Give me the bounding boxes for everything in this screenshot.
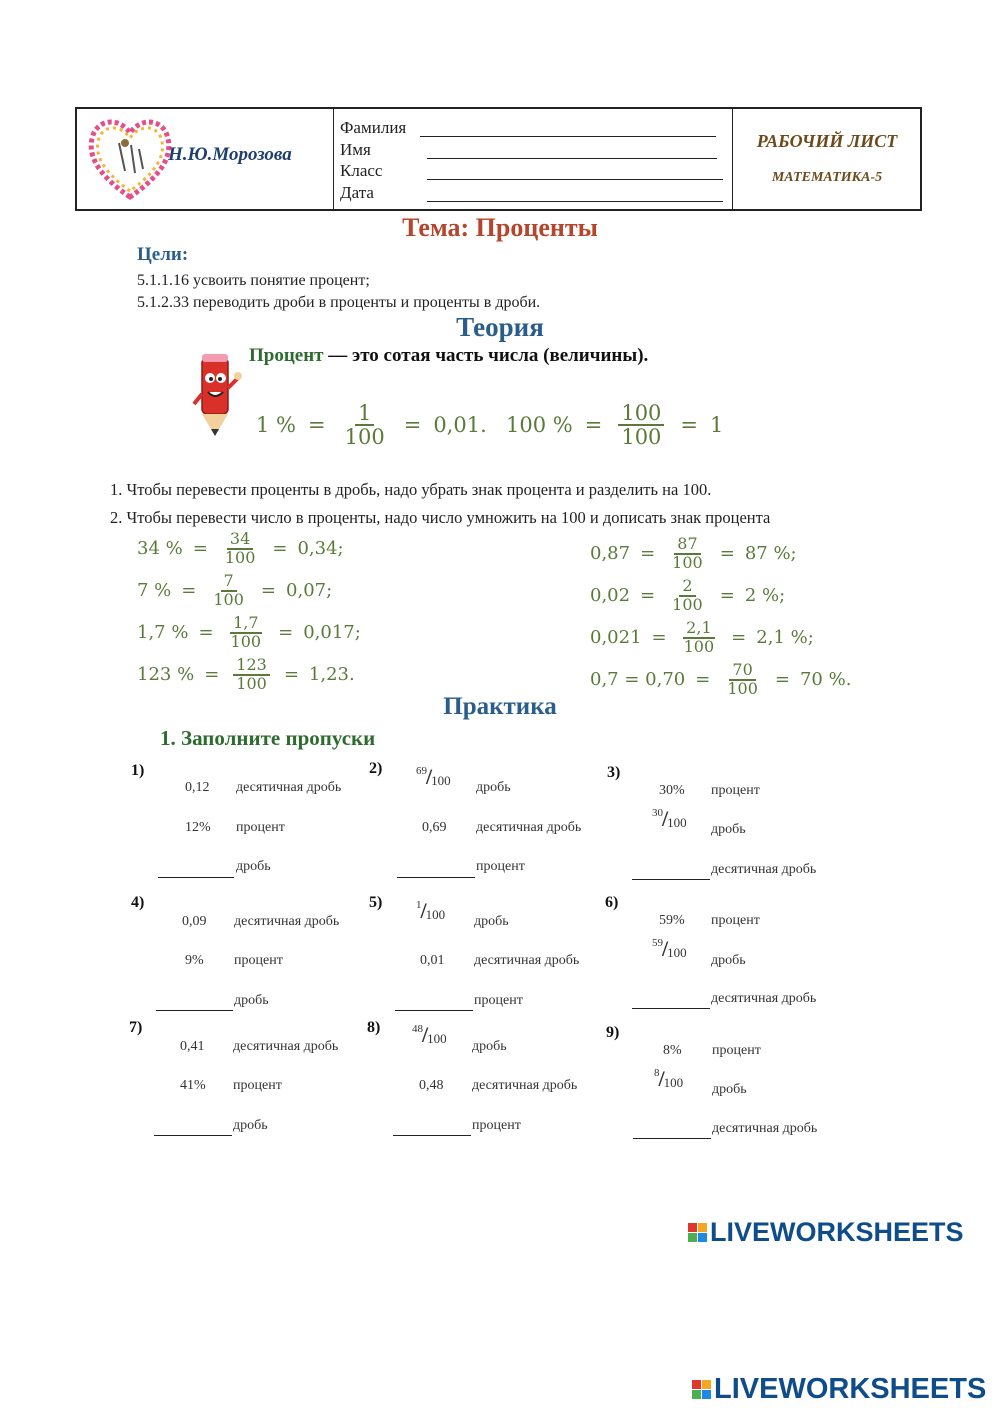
author-name: Н.Ю.Морозова: [168, 144, 292, 165]
given-value: 0,41: [180, 1039, 205, 1054]
goals-heading: Цели:: [137, 244, 189, 265]
task-title: 1. Заполните пропуски: [160, 726, 376, 750]
value-label: процент: [233, 1078, 282, 1093]
rule-item: 1. Чтобы перевести проценты в дробь, надо убрать знак процента и разделить на 100.: [110, 480, 712, 499]
value-label: десятичная дробь: [234, 914, 340, 929]
value-label: дробь: [233, 1118, 268, 1133]
formula-fraction: $\frac{1}{100}$: [344, 401, 385, 450]
exercise-number: 1): [131, 762, 145, 779]
liveworksheets-logo: [688, 1217, 964, 1248]
surname-line[interactable]: [420, 136, 716, 137]
answer-blank[interactable]: [632, 879, 710, 880]
exercise-number: 6): [605, 894, 619, 911]
goal-item: 5.1.2.33 переводить дроби в проценты и проценты в дроби.: [137, 294, 541, 311]
value-label: десятичная дробь: [233, 1039, 339, 1054]
value-label: дробь: [472, 1039, 507, 1054]
given-fraction: $^8/_{100}$: [654, 1066, 684, 1091]
example-right: 0,87 = $\frac{87}{100}$ = 87 %;: [590, 534, 797, 572]
value-label: дробь: [711, 822, 746, 837]
answer-blank[interactable]: [393, 1135, 471, 1136]
heart-logo-icon: [85, 113, 175, 205]
value-label: процент: [712, 1043, 761, 1058]
formula-rhs: 1: [710, 413, 724, 438]
example-right: 0,021 = $\frac{2,1}{100}$ = 2,1 %;: [590, 618, 814, 656]
value-label: дробь: [474, 914, 509, 929]
liveworksheets-cube-icon: [692, 1380, 711, 1399]
worksheet-subject: МАТЕМАТИКА-5: [771, 170, 883, 185]
value-label: процент: [476, 859, 525, 874]
value-label: дробь: [476, 780, 511, 795]
exercise-number: 9): [606, 1024, 620, 1041]
class-line[interactable]: [427, 179, 723, 180]
formula-fraction: $\frac{100}{100}$: [618, 402, 664, 448]
formula-rhs: 0,01.: [433, 413, 487, 438]
example-right: 0,7 = 0,70 = $\frac{70}{100}$ = 70 %.: [590, 660, 852, 698]
given-fraction: $^{48}/_{100}$: [412, 1022, 447, 1047]
rule-item: 2. Чтобы перевести число в проценты, надо число умножить на 100 и дописать знак процента: [110, 508, 771, 527]
given-value: 59%: [659, 913, 685, 928]
answer-blank[interactable]: [632, 1008, 710, 1009]
example-left: 123 % = $\frac{123}{100}$ = 1,23.: [137, 655, 355, 693]
given-value: 30%: [659, 783, 685, 798]
exercise-number: 7): [129, 1019, 143, 1036]
given-value: 0,69: [422, 820, 447, 835]
header-divider: [732, 109, 733, 209]
given-value: 0,12: [185, 780, 210, 795]
example-left: 34 % = $\frac{34}{100}$ = 0,34;: [137, 529, 344, 567]
theory-heading: Теория: [456, 312, 544, 342]
value-label: десятичная дробь: [476, 820, 582, 835]
value-label: процент: [234, 953, 283, 968]
value-label: десятичная дробь: [711, 862, 817, 877]
field-label-surname: Фамилия: [340, 118, 407, 137]
example-left: 1,7 % = $\frac{1,7}{100}$ = 0,017;: [137, 613, 361, 651]
liveworksheets-cube-icon: [688, 1223, 707, 1242]
brand-name: LIVEWORKSHEETS: [710, 1217, 964, 1247]
given-value: 0,09: [182, 914, 207, 929]
given-value: 9%: [185, 953, 204, 968]
value-label: десятичная дробь: [472, 1078, 578, 1093]
formula-one-percent: 1 % = $\frac{1}{100}$ = 0,01.: [256, 401, 487, 450]
value-label: процент: [236, 820, 285, 835]
given-fraction: $^{59}/_{100}$: [652, 936, 687, 961]
field-label-name: Имя: [340, 140, 371, 159]
given-value: 41%: [180, 1078, 206, 1093]
formula-lhs: 100 %: [506, 413, 573, 438]
given-fraction: $^{69}/_{100}$: [416, 764, 451, 789]
given-value: 0,01: [420, 953, 445, 968]
value-label: процент: [474, 993, 523, 1008]
exercise-number: 8): [367, 1019, 381, 1036]
value-label: дробь: [234, 993, 269, 1008]
exercise-number: 5): [369, 894, 383, 911]
definition-term: Процент: [249, 345, 324, 366]
given-value: 0,48: [419, 1078, 444, 1093]
given-value: 12%: [185, 820, 211, 835]
value-label: десятичная дробь: [474, 953, 580, 968]
exercise-number: 3): [607, 764, 621, 781]
example-left: 7 % = $\frac{7}{100}$ = 0,07;: [137, 571, 333, 609]
answer-blank[interactable]: [633, 1138, 711, 1139]
given-value: 8%: [663, 1043, 682, 1058]
value-label: дробь: [236, 859, 271, 874]
answer-blank[interactable]: [397, 877, 475, 878]
given-fraction: $^1/_{100}$: [416, 898, 446, 923]
pencil-mascot-icon: [190, 348, 244, 440]
brand-name: LIVEWORKSHEETS: [714, 1373, 987, 1405]
answer-blank[interactable]: [156, 1010, 233, 1011]
field-label-class: Класс: [340, 161, 383, 180]
formula-lhs: 1 %: [256, 413, 296, 438]
topic-title: Тема: Проценты: [402, 213, 598, 242]
worksheet-title: РАБОЧИЙ ЛИСТ: [756, 131, 898, 151]
date-line[interactable]: [427, 201, 723, 202]
exercise-number: 4): [131, 894, 145, 911]
value-label: процент: [472, 1118, 521, 1133]
liveworksheets-logo-footer: [692, 1373, 986, 1406]
given-fraction: $^{30}/_{100}$: [652, 806, 687, 831]
answer-blank[interactable]: [154, 1135, 232, 1136]
field-label-date: Дата: [340, 183, 374, 202]
answer-blank[interactable]: [395, 1010, 473, 1011]
definition-text: — это сотая часть числа (величины).: [323, 345, 649, 366]
name-line[interactable]: [427, 158, 717, 159]
value-label: процент: [711, 913, 760, 928]
value-label: процент: [711, 783, 760, 798]
answer-blank[interactable]: [158, 877, 234, 878]
value-label: десятичная дробь: [236, 780, 342, 795]
value-label: десятичная дробь: [712, 1121, 818, 1136]
value-label: десятичная дробь: [711, 991, 817, 1006]
exercise-number: 2): [369, 760, 383, 777]
value-label: дробь: [711, 953, 746, 968]
goal-item: 5.1.1.16 усвоить понятие процент;: [137, 272, 370, 289]
header-divider: [333, 109, 334, 209]
percent-definition: [249, 345, 648, 367]
practice-heading: Практика: [443, 693, 557, 720]
example-right: 0,02 = $\frac{2}{100}$ = 2 %;: [590, 576, 786, 614]
formula-hundred-percent: 100 % = $\frac{100}{100}$ = 1: [506, 401, 724, 450]
value-label: дробь: [712, 1082, 747, 1097]
